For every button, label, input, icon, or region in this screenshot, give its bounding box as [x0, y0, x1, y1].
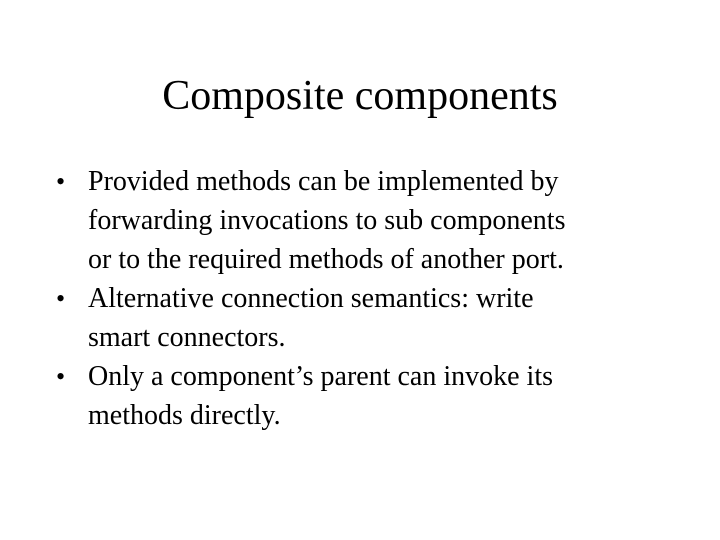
- bullet-icon: •: [56, 362, 66, 391]
- bullet-icon: •: [56, 167, 66, 196]
- bullet-text-line: Only a component’s parent can invoke its: [88, 361, 553, 392]
- bullet-item: [50, 279, 700, 357]
- bullet-list: [50, 162, 700, 435]
- bullet-text-line: Provided methods can be implemented by: [88, 166, 559, 197]
- bullet-item: [50, 162, 700, 279]
- bullet-icon: •: [56, 284, 66, 313]
- bullet-text-line: smart connectors.: [88, 322, 286, 353]
- bullet-item: [50, 357, 700, 435]
- bullet-text-line: methods directly.: [88, 400, 281, 431]
- bullet-text-line: Alternative connection semantics: write: [88, 283, 534, 314]
- bullet-text-line: forwarding invocations to sub components: [88, 205, 566, 236]
- bullet-text-line: or to the required methods of another port.: [88, 244, 564, 275]
- slide-title: Composite components: [162, 73, 558, 119]
